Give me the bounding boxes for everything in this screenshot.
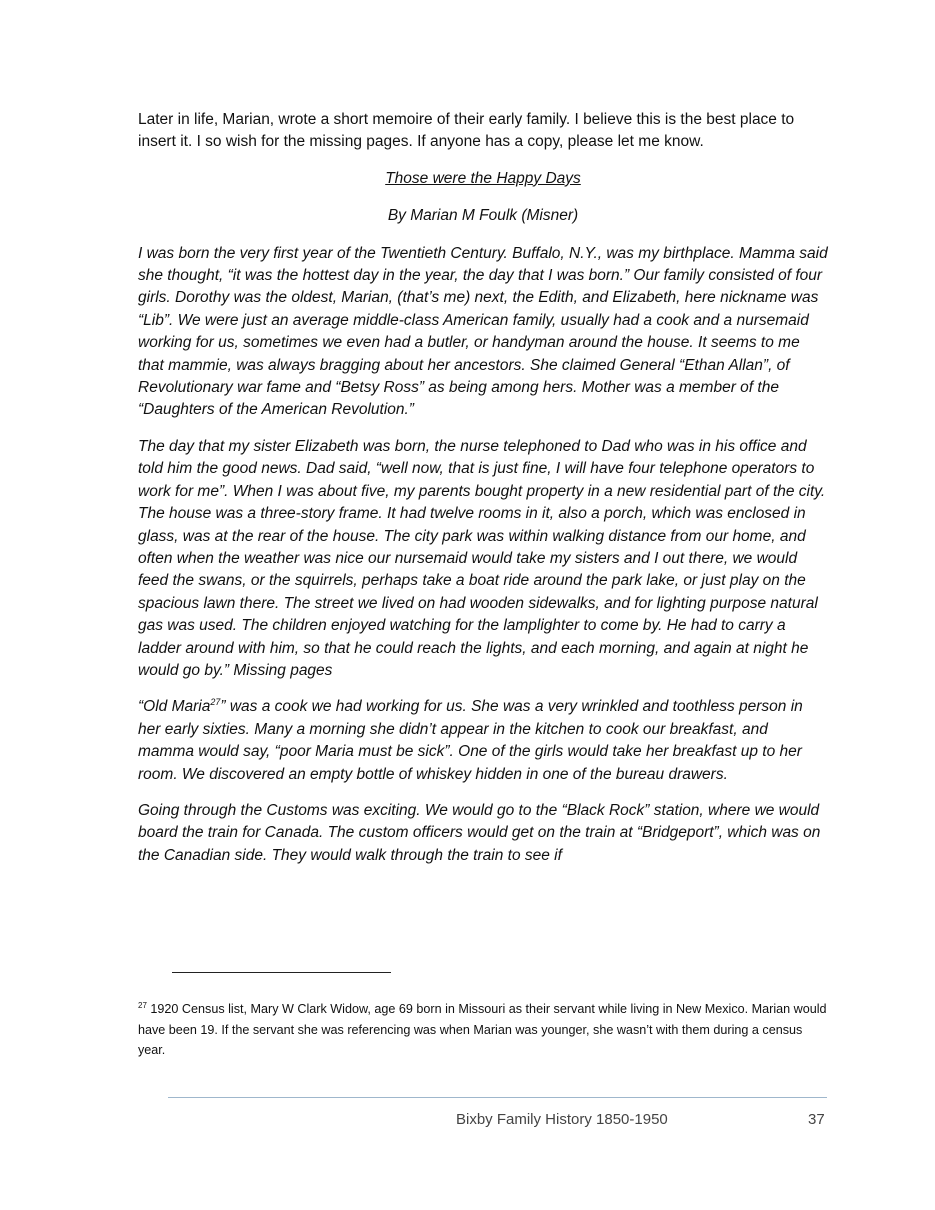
- footnote-separator: [172, 972, 391, 973]
- paragraph-3-rest: ” was a cook we had working for us. She was a very wrinkled and toothless person in her early sixties. Many a morning she didn’t appear in the kitchen to cook our breakfast, and mamma would say, “poor Maria must be sick”. One of the girls would take her breakfast up to her room. We discovered an empty bottle of whiskey hidden in one of the bureau drawers.: [138, 698, 803, 783]
- body-text: [138, 109, 828, 881]
- memoir-paragraph-2: The day that my sister Elizabeth was born, the nurse telephoned to Dad who was in his office and told him the good news. Dad said, “well now, that is just fine, I will have four telephone operators to work for me”. When I was about five, my parents bought property in a new residential part of the city. The house was a three-story frame. It had twelve rooms in it, also a porch, which was enclosed in glass, was at the rear of the house. The city park was within walking distance from our home, and often when the weather was nice our nursemaid would take my sisters and I out there, we would feed the swans, or the squirrels, perhaps take a boat ride around the park lake, or just play on the spacious lawn there. The street we lived on had wooden sidewalks, and for lighting purpose natural gas was used. The children enjoyed watching for the lamplighter to come by. He had to carry a ladder around with him, so that he could reach the lights, and each morning, and again at night he would go by.” Missing pages: [138, 437, 826, 679]
- footnote-reference[interactable]: 27: [210, 697, 221, 708]
- page-number: 37: [808, 1111, 825, 1128]
- footer-divider: [168, 1097, 827, 1098]
- paragraph-3-start: “Old Maria: [138, 698, 211, 716]
- footnote-number: 27: [138, 1000, 147, 1010]
- memoir-paragraph-4: Going through the Customs was exciting. We would go to the “Black Rock” station, where we would board the train for Canada. The custom officers would get on the train at “Bridgeport”, which was on the Canadian side. They would walk through the train to see if: [138, 801, 821, 864]
- memoir-byline: By Marian M Foulk (Misner): [387, 207, 579, 225]
- footnote-text: 1920 Census list, Mary W Clark Widow, age 69 born in Missouri as their servant while living in New Mexico. Marian would have been 19. If the servant she was referencing was when Marian was younger, she wasn’t with them during a census year.: [138, 1002, 827, 1057]
- memoir-paragraph-3: [138, 696, 828, 786]
- memoir-title: Those were the Happy Days: [385, 169, 581, 187]
- memoir-title-line: [138, 168, 828, 190]
- intro-paragraph: Later in life, Marian, wrote a short memoire of their early family. I believe this is the best place to insert it. I so wish for the missing pages. If anyone has a copy, please let me know.: [138, 111, 795, 151]
- memoir-paragraph-1: I was born the very first year of the Twentieth Century. Buffalo, N.Y., was my birthplace. Mamma said she thought, “it was the hottest day in the year, the day that I was born.” Our family consisted of four girls. Dorothy was the oldest, Marian, (that’s me) next, the Edith, and Elizabeth, here nickname was “Lib”. We were just an average middle-class American family, usually had a cook and a nursemaid working for us, sometimes we even had a butler, or handyman around the house. It seems to me that mammie, was always bragging about her ancestors. She claimed General “Ethan Allan”, of Revolutionary war fame and “Betsy Ross” as being among hers. Mother was a member of the “Daughters of the American Revolution.”: [138, 244, 828, 419]
- footnote: [138, 999, 830, 1061]
- footer-title: Bixby Family History 1850-1950: [456, 1111, 668, 1128]
